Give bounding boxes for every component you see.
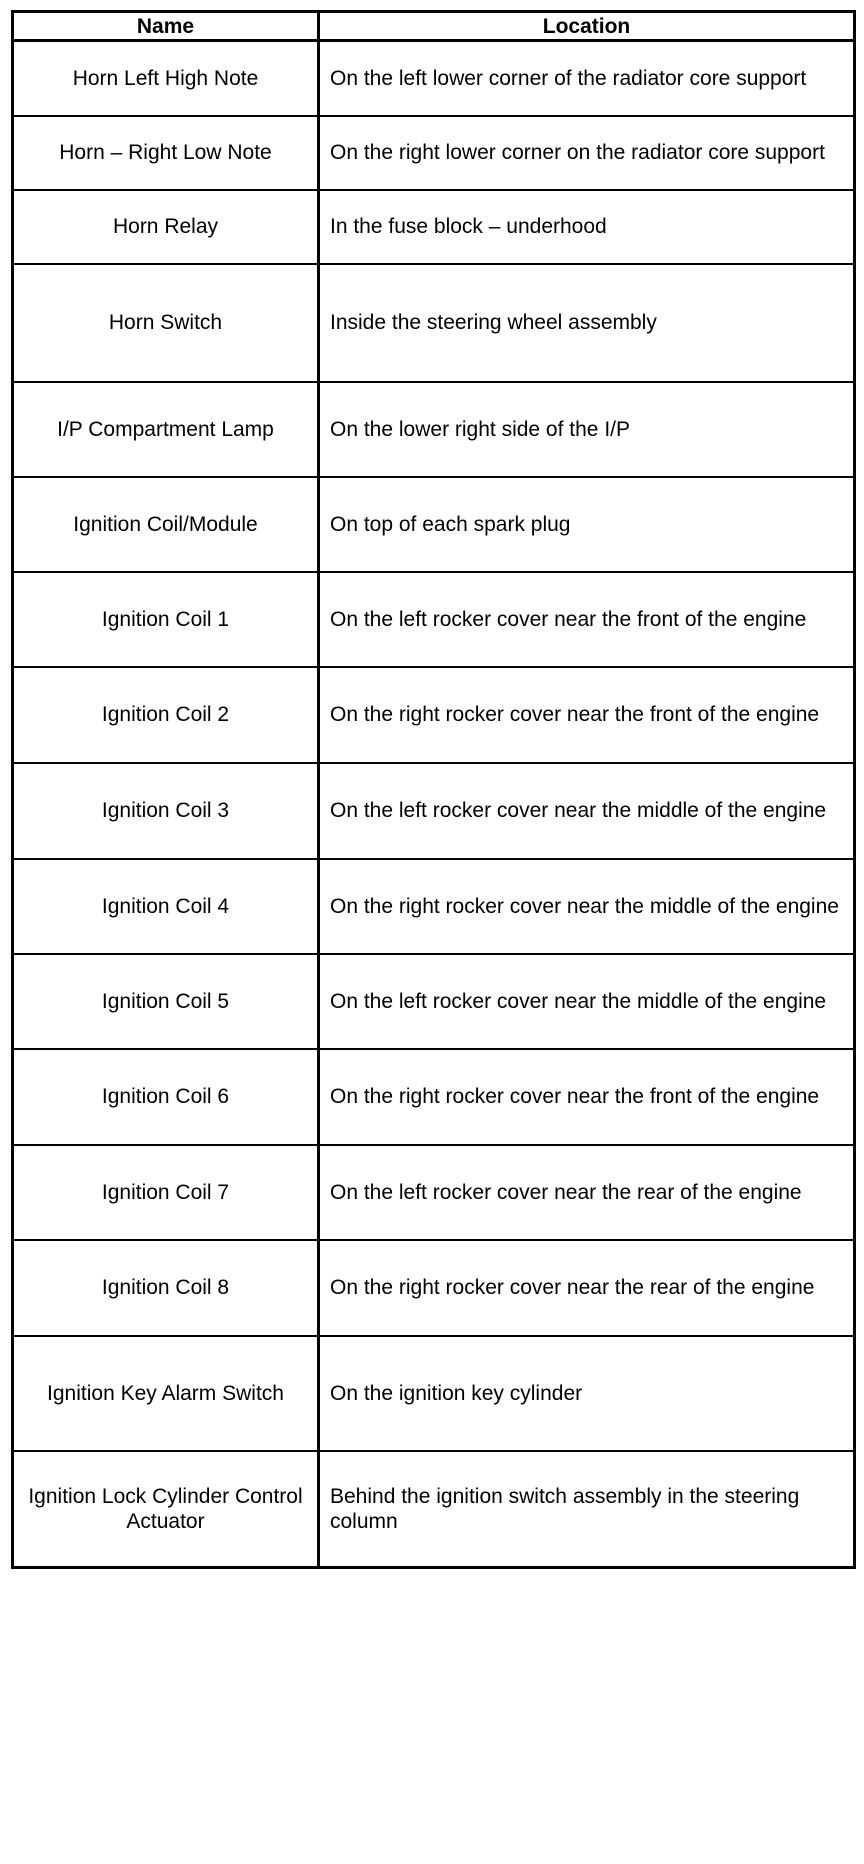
name-cell: I/P Compartment Lamp: [13, 382, 319, 477]
location-cell: On the left rocker cover near the middle of the engine: [319, 954, 855, 1049]
table-row: [13, 190, 855, 264]
location-cell: In the fuse block – underhood: [319, 190, 855, 264]
name-cell: Ignition Coil 2: [13, 667, 319, 763]
name-cell: Ignition Coil 8: [13, 1240, 319, 1336]
name-cell: Ignition Coil 1: [13, 572, 319, 667]
location-cell: On the left rocker cover near the front of the engine: [319, 572, 855, 667]
location-cell: On the ignition key cylinder: [319, 1336, 855, 1451]
table-row: [13, 477, 855, 572]
location-cell: On top of each spark plug: [319, 477, 855, 572]
name-cell: Horn Left High Note: [13, 41, 319, 116]
location-cell: On the lower right side of the I/P: [319, 382, 855, 477]
table-row: [13, 1049, 855, 1145]
table-row: [13, 116, 855, 190]
table-row: [13, 572, 855, 667]
header-row: [13, 12, 855, 41]
name-cell: Ignition Coil 6: [13, 1049, 319, 1145]
name-cell: Ignition Key Alarm Switch: [13, 1336, 319, 1451]
name-cell: Ignition Coil 4: [13, 859, 319, 954]
location-cell: On the right rocker cover near the rear of the engine: [319, 1240, 855, 1336]
name-cell: Ignition Coil 3: [13, 763, 319, 859]
table-row: [13, 264, 855, 382]
name-cell: Ignition Coil 7: [13, 1145, 319, 1240]
component-location-table: [11, 10, 856, 1569]
header-name: Name: [13, 12, 319, 41]
table-row: [13, 1145, 855, 1240]
table-row: [13, 382, 855, 477]
name-cell: Ignition Lock Cylinder Control Actuator: [13, 1451, 319, 1568]
table-row: [13, 1451, 855, 1568]
location-cell: Behind the ignition switch assembly in the steering column: [319, 1451, 855, 1568]
location-cell: On the right lower corner on the radiator core support: [319, 116, 855, 190]
table-row: [13, 954, 855, 1049]
name-cell: Horn Relay: [13, 190, 319, 264]
location-cell: On the right rocker cover near the front of the engine: [319, 1049, 855, 1145]
table-row: [13, 763, 855, 859]
location-cell: On the right rocker cover near the middle of the engine: [319, 859, 855, 954]
name-cell: Ignition Coil/Module: [13, 477, 319, 572]
table-row: [13, 1240, 855, 1336]
name-cell: Ignition Coil 5: [13, 954, 319, 1049]
location-cell: Inside the steering wheel assembly: [319, 264, 855, 382]
name-cell: Horn – Right Low Note: [13, 116, 319, 190]
location-cell: On the left lower corner of the radiator core support: [319, 41, 855, 116]
table-row: [13, 41, 855, 116]
location-cell: On the left rocker cover near the rear of the engine: [319, 1145, 855, 1240]
table-row: [13, 859, 855, 954]
header-location: Location: [319, 12, 855, 41]
table-row: [13, 667, 855, 763]
location-cell: On the right rocker cover near the front of the engine: [319, 667, 855, 763]
location-cell: On the left rocker cover near the middle of the engine: [319, 763, 855, 859]
name-cell: Horn Switch: [13, 264, 319, 382]
table-row: [13, 1336, 855, 1451]
